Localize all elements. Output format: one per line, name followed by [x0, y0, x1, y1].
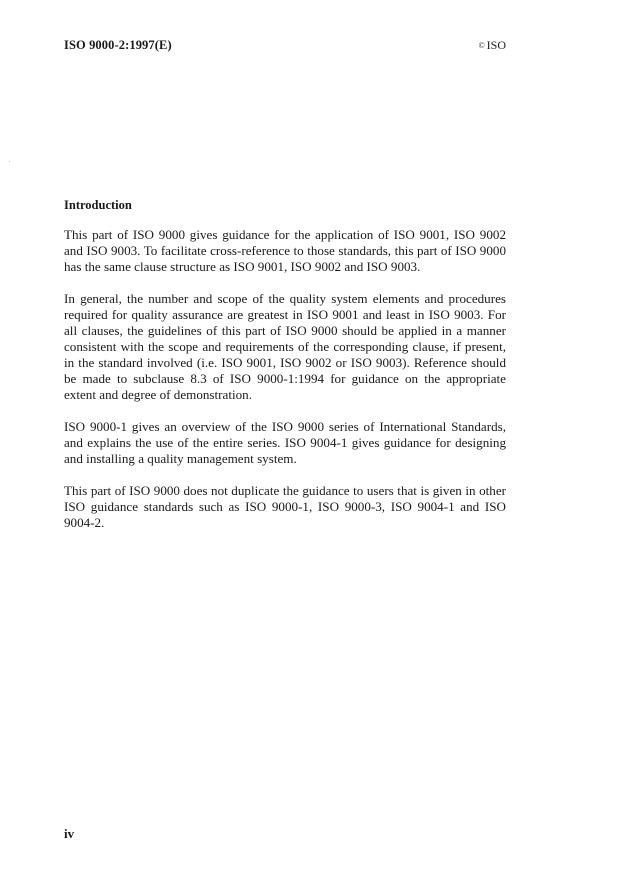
main-content — [64, 198, 506, 547]
paragraph-4: This part of ISO 9000 does not duplicate the guidance to users that is given in other ISO guidance standards such as ISO 9000-1, ISO 9000-3, ISO 9004-1 and ISO 9004-2. — [64, 483, 506, 530]
scan-speck — [9, 161, 10, 162]
copyright-org: ISO — [486, 38, 506, 52]
document-identifier: ISO 9000-2:1997(E) — [64, 38, 172, 52]
paragraph-3: ISO 9000-1 gives an overview of the ISO 9000 series of International Standards, and explains the use of the entire series. ISO 9004-1 gives guidance for designing and installing a quality management system. — [64, 419, 506, 466]
paragraph-2: In general, the number and scope of the quality system elements and procedures required for quality assurance are greatest in ISO 9001 and least in ISO 9003. For all clauses, the guidelines of this part of ISO 9000 should be applied in a manner consistent with the scope and requirements of the corresponding clause, if present, in the standard involved (i.e. ISO 9001, ISO 9002 or ISO 9003). Reference should be made to subclause 8.3 of ISO 9000-1:1994 for guidance on the appropriate extent and degree of demonstration. — [64, 291, 506, 402]
copyright-symbol: © — [478, 41, 485, 50]
copyright-notice — [479, 38, 506, 53]
paragraph-1: This part of ISO 9000 gives guidance for the application of ISO 9001, ISO 9002 and ISO 9003. To facilitate cross-reference to those standards, this part of ISO 9000 has the same clause structure as ISO 9001, ISO 9002 and ISO 9003. — [64, 227, 506, 274]
section-title: Introduction — [64, 198, 132, 212]
page-number: iv — [64, 826, 75, 841]
